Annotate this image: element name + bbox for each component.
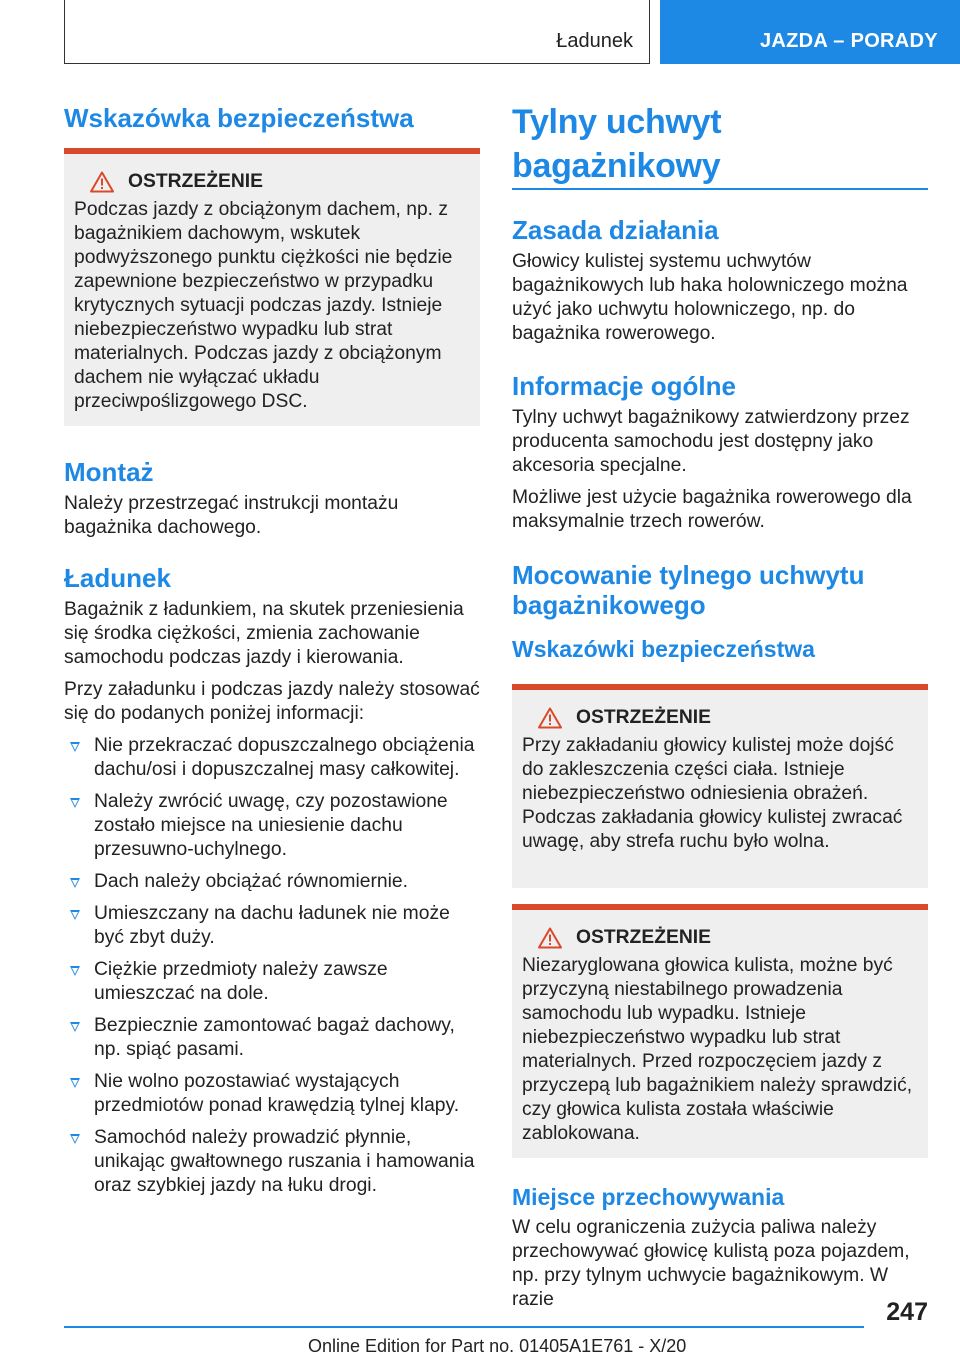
list-item: Nie wolno pozostawiać wystających przedmiotów ponad krawędzią tylnej klapy. xyxy=(64,1070,480,1118)
triangle-bullet-icon xyxy=(70,878,80,888)
list-item: Dach należy obciążać równomiernie. xyxy=(64,870,480,894)
warning-box-ballhead xyxy=(512,904,928,1158)
header-chapter-tab xyxy=(660,0,960,64)
ladunek-list xyxy=(64,734,480,1198)
triangle-bullet-icon xyxy=(70,1134,80,1144)
ladunek-heading: Ładunek xyxy=(64,563,171,593)
left-column xyxy=(64,100,480,1206)
header-section-title: Ładunek xyxy=(556,30,633,52)
warning-header xyxy=(522,926,918,950)
triangle-bullet-icon xyxy=(70,742,80,752)
list-item: Należy zwrócić uwagę, czy pozostawione zostało miejsce na uniesienie dachu przesuwno-uchylnego. xyxy=(64,790,480,862)
rear-carrier-title: Tylny uchwyt bagażnikowy xyxy=(512,103,722,185)
zasada-text: Głowicy kulistej systemu uchwytów bagażnikowych lub haka holowniczego można użyć jako uchwytu holowniczego, np. do bagażnika rowerowego. xyxy=(512,251,908,344)
warning-box-mounting xyxy=(512,684,928,888)
informacje-paragraph-2: Możliwe jest użycie bagażnika rowerowego dla maksymalnie trzech rowerów. xyxy=(512,487,912,532)
ladunek-paragraph-2: Przy załadunku i podczas jazdy należy stosować się do podanych poniżej informacji: xyxy=(64,679,480,724)
warning-text: Przy zakładaniu głowicy kulistej może dojść do zakleszczenia części ciała. Istnieje niebezpieczeństwo odniesienia obrażeń. Podczas zakładania głowicy kulistej zwracać uwagę, aby strefa ruchu było wolna. xyxy=(522,735,903,852)
list-item: Umieszczany na dachu ładunek nie może być zbyt duży. xyxy=(64,902,480,950)
warning-label: OSTRZEŻENIE xyxy=(576,707,711,728)
triangle-bullet-icon xyxy=(70,1022,80,1032)
header-chapter-title: JAZDA – PORADY xyxy=(760,30,938,52)
title-divider xyxy=(512,188,928,190)
warning-triangle-icon xyxy=(90,171,114,193)
triangle-bullet-icon xyxy=(70,910,80,920)
header-section-box xyxy=(64,0,650,64)
triangle-bullet-icon xyxy=(70,966,80,976)
miejsce-heading: Miejsce przechowywania xyxy=(512,1184,785,1210)
edition-text: Online Edition for Part no. 01405A1E761 - X/20 xyxy=(308,1336,687,1356)
triangle-bullet-icon xyxy=(70,798,80,808)
warning-triangle-icon xyxy=(538,707,562,729)
zasada-heading: Zasada działania xyxy=(512,215,719,245)
footer-divider xyxy=(64,1326,864,1328)
montaz-text: Należy przestrzegać instrukcji montażu bagażnika dachowego. xyxy=(64,493,399,538)
page-number: 247 xyxy=(886,1298,928,1326)
footer-edition xyxy=(308,1336,686,1357)
mocowanie-subheading: Wskazówki bezpieczeństwa xyxy=(512,636,815,662)
informacje-heading: Informacje ogólne xyxy=(512,371,736,401)
right-column xyxy=(512,100,928,1312)
warning-header xyxy=(74,170,470,194)
triangle-bullet-icon xyxy=(70,1078,80,1088)
warning-label: OSTRZEŻENIE xyxy=(128,171,263,192)
safety-heading: Wskazówka bezpieczeństwa xyxy=(64,103,414,133)
ladunek-paragraph-1: Bagażnik z ładunkiem, na skutek przeniesienia się środka ciężkości, zmienia zachowanie samochodu podczas jazdy i kierowania. xyxy=(64,599,464,668)
warning-header xyxy=(522,706,918,730)
list-item: Samochód należy prowadzić płynnie, unikając gwałtownego ruszania i hamowania oraz szybkiej jazdy na łuku drogi. xyxy=(64,1126,480,1198)
list-item: Ciężkie przedmioty należy zawsze umieszczać na dole. xyxy=(64,958,480,1006)
warning-label: OSTRZEŻENIE xyxy=(576,927,711,948)
warning-text: Podczas jazdy z obciążonym dachem, np. z bagażnikiem dachowym, wskutek podwyższonego punktu ciężkości nie będzie zapewnione bezpieczeństwo w przypadku krytycznych sytuacji podczas jazdy. Istnieje niebezpieczeństwo wypadku lub strat materialnych. Podczas jazdy z obciążonym dachem nie wyłączać układu przeciwpoślizgowego DSC. xyxy=(74,199,453,412)
warning-box-roof xyxy=(64,148,480,426)
mocowanie-heading: Mocowanie tylnego uchwytu bagażnikowego xyxy=(512,560,865,620)
warning-triangle-icon xyxy=(538,927,562,949)
miejsce-text: W celu ograniczenia zużycia paliwa należy przechowywać głowicę kulistą poza pojazdem, np. przy tylnym uchwycie bagażnikowym. W razie xyxy=(512,1217,910,1310)
warning-text: Niezaryglowana głowica kulista, możne być przyczyną niestabilnego prowadzenia samochodu lub wypadku. Istnieje niebezpieczeństwo wypadku lub strat materialnych. Przed rozpoczęciem jazdy z przyczepą lub bagażnikiem należy sprawdzić, czy głowica kulista została właściwie zablokowana. xyxy=(522,955,913,1144)
montaz-heading: Montaż xyxy=(64,457,154,487)
list-item: Nie przekraczać dopuszczalnego obciążenia dachu/osi i dopuszczalnej masy całkowitej. xyxy=(64,734,480,782)
informacje-paragraph-1: Tylny uchwyt bagażnikowy zatwierdzony przez producenta samochodu jest dostępny jako akcesoria specjalne. xyxy=(512,407,910,476)
list-item: Bezpiecznie zamontować bagaż dachowy, np. spiąć pasami. xyxy=(64,1014,480,1062)
